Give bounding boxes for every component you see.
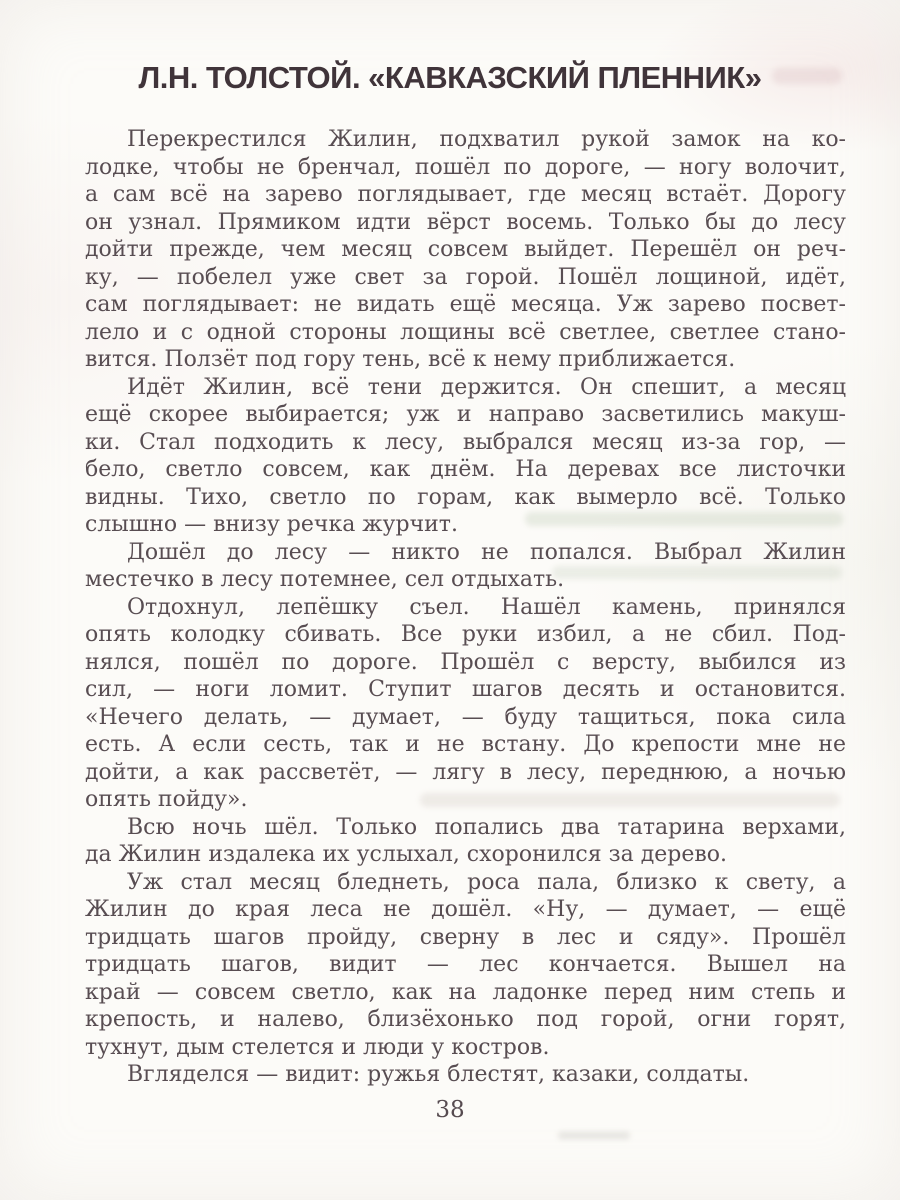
text-line: опять пойду».: [85, 787, 248, 812]
paragraph: [85, 869, 846, 1062]
text-line: тридцать шагов пройду, сверну в лес и сяду». Прошёл: [85, 924, 846, 950]
text-line: лодке, чтобы не бренчал, пошёл по дороге, — ногу волочит,: [85, 154, 846, 180]
text-block: [85, 126, 846, 1089]
text-line: Идёт Жилин, всё тени держится. Он спешит, а месяц: [127, 374, 846, 400]
text-line: ку, — побелел уже свет за горой. Пошёл лощиной, идёт,: [85, 264, 846, 290]
text-line: бело, светло совсем, как днём. На деревах все листочки: [85, 457, 846, 482]
text-line: тридцать шагов, видит — лес кончается. Вышел на: [85, 952, 846, 977]
page-number: 38: [435, 1097, 465, 1123]
text-line: есть. А если сесть, так и не встану. До крепости мне не: [85, 732, 846, 757]
text-line: Уж стал месяц бледнеть, роса пала, близко к свету, а: [127, 869, 846, 895]
paragraph: [85, 539, 846, 594]
page-title: Л.Н. ТОЛСТОЙ. «КАВКАЗСКИЙ ПЛЕННИК»: [138, 60, 762, 95]
paragraph: [85, 1061, 846, 1089]
text-line: опять колодку сбивать. Все руки избил, а не сбил. Под-: [85, 622, 846, 647]
paragraph: [85, 126, 846, 374]
text-line: край — совсем светло, как на ладонке перед ним степь и: [85, 979, 846, 1005]
text-line: ещё скорее выбирается; уж и направо засветились макуш-: [85, 402, 846, 427]
text-line: Дошёл до лесу — никто не попался. Выбрал Жилин: [127, 539, 846, 565]
text-line: ки. Стал подходить к лесу, выбрался месяц из-за гор, —: [85, 429, 846, 455]
text-line: Всю ночь шёл. Только попались два татарина верхами,: [127, 814, 846, 840]
text-line: видны. Тихо, светло по горам, как вымерло всё. Только: [85, 484, 846, 510]
text-line: местечко в лесу потемнее, сел отдыхать.: [85, 567, 565, 592]
text-line: лело и с одной стороны лощины всё светлее, светлее стано-: [85, 319, 846, 345]
paragraph: [85, 374, 846, 539]
text-line: Отдохнул, лепёшку съел. Нашёл камень, принялся: [127, 594, 846, 620]
text-line: а сам всё на зарево поглядывает, где месяц встаёт. Дорогу: [85, 182, 846, 207]
showthrough-smudge: [558, 1132, 630, 1139]
text-line: тухнут, дым стелется и люди у костров.: [85, 1034, 550, 1060]
text-line: «Нечего делать, — думает, — буду тащиться, пока сила: [85, 704, 846, 730]
text-line: он узнал. Прямиком идти вёрст восемь. Только бы до лесу: [85, 209, 846, 235]
text-line: Перекрестился Жилин, подхватил рукой замок на ко-: [127, 127, 846, 152]
text-line: да Жилин издалека их услыхал, схоронился за дерево.: [85, 842, 728, 867]
text-line: дойти, а как рассветёт, — лягу в лесу, переднюю, а ночью: [85, 759, 846, 785]
text-line: вится. Ползёт под гору тень, всё к нему приближается.: [85, 347, 736, 372]
text-line: сам поглядывает: не видать ещё месяца. Уж зарево посвет-: [85, 292, 846, 317]
paragraph: [85, 594, 846, 814]
text-line: крепость, и налево, близёхонько под горой, огни горят,: [85, 1007, 846, 1032]
text-line: нялся, пошёл по дороге. Прошёл с версту, выбился из: [85, 649, 846, 675]
text-line: сил, — ноги ломит. Ступит шагов десять и остановится.: [85, 677, 846, 702]
text-line: Вгляделся — видит: ружья блестят, казаки, солдаты.: [127, 1062, 750, 1087]
paragraph: [85, 814, 846, 869]
text-line: слышно — внизу речка журчит.: [85, 512, 458, 537]
text-line: Жилин до края леса не дошёл. «Ну, — думает, — ещё: [85, 897, 846, 922]
text-line: дойти прежде, чем месяц совсем выйдет. Перешёл он реч-: [85, 237, 846, 262]
